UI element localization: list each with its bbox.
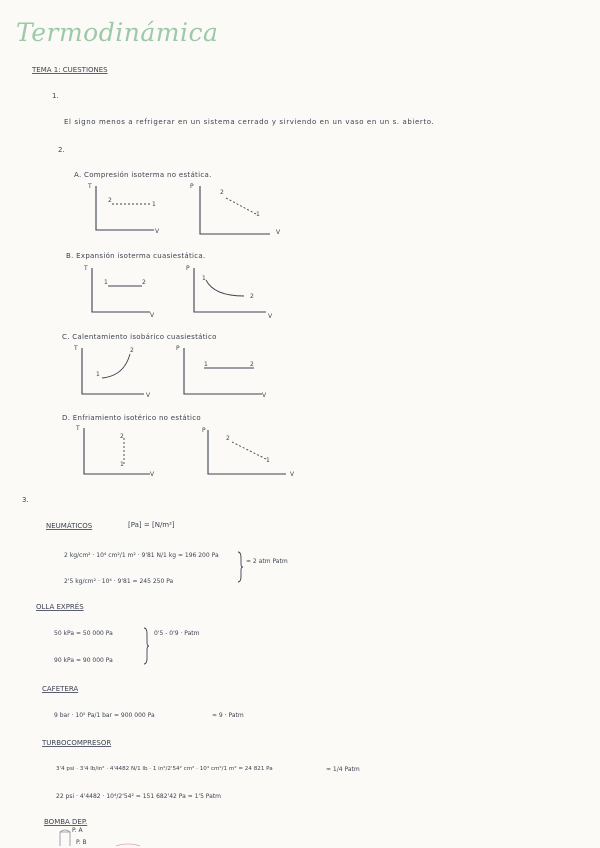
- q2b-tv-graph: [84, 262, 174, 320]
- neumaticos-label: NEUMÁTICOS: [46, 522, 93, 530]
- page-title: Termodinámica: [16, 18, 219, 47]
- brace-icon: [142, 626, 150, 666]
- cafetera-label: CAFETERA: [42, 685, 79, 693]
- pump-sketch: [56, 826, 176, 848]
- turbo-note: ≈ 1/4 Patm: [326, 766, 360, 773]
- cafetera-calc: 9 bar · 10⁵ Pa/1 bar = 900 000 Pa: [54, 712, 155, 719]
- x-axis-label: V: [150, 312, 155, 319]
- q2d-pv-graph: [196, 424, 296, 482]
- x-axis-label: V: [155, 228, 160, 235]
- x-axis-label: V: [150, 471, 155, 478]
- state-label: 1: [204, 361, 208, 368]
- state-label: 2: [250, 361, 254, 368]
- olla-note: 0'5 - 0'9 · Patm: [154, 630, 200, 637]
- q3-number: 3.: [22, 496, 29, 504]
- state-label: 2: [120, 433, 124, 440]
- q2a-heading: A. Compresión isoterma no estática.: [74, 171, 212, 179]
- x-axis-label: V: [268, 313, 273, 320]
- state-label: 2: [108, 197, 112, 204]
- x-axis-label: V: [146, 392, 151, 399]
- q2a-tv-graph: [84, 182, 174, 238]
- y-axis-label: T: [88, 183, 92, 190]
- state-label: 2: [142, 279, 146, 286]
- pump-label-b: P. B: [76, 839, 87, 846]
- section-heading: TEMA 1: CUESTIONES: [32, 66, 108, 74]
- q2b-heading: B. Expansión isoterma cuasiestática.: [66, 252, 206, 260]
- state-label: 1: [202, 275, 206, 282]
- y-axis-label: P: [202, 427, 206, 434]
- state-label: 1: [120, 461, 124, 468]
- q1-number: 1.: [52, 92, 59, 100]
- neumaticos-calc-2: 2'5 kg/cm² · 10⁴ · 9'81 = 245 250 Pa: [64, 578, 174, 585]
- q2d-heading: D. Enfriamiento isotérico no estático: [62, 414, 201, 422]
- y-axis-label: P: [176, 345, 180, 352]
- olla-calc-2: 90 kPa = 90 000 Pa: [54, 657, 113, 664]
- bomba-label: BOMBA DEP.: [44, 818, 88, 826]
- x-axis-label: V: [290, 471, 295, 478]
- olla-calc-1: 50 kPa = 50 000 Pa: [54, 630, 113, 637]
- state-label: 2: [130, 347, 134, 354]
- state-label: 1: [266, 457, 270, 464]
- q2-number: 2.: [58, 146, 65, 154]
- q2a-pv-graph: [186, 182, 286, 238]
- q2c-heading: C. Calentamiento isobárico cuasiestático: [62, 333, 217, 341]
- y-axis-label: P: [190, 183, 194, 190]
- state-label: 1: [104, 279, 108, 286]
- q2d-tv-graph: [66, 424, 156, 482]
- y-axis-label: T: [76, 425, 80, 432]
- turbo-calc-2: 22 psi · 4'4482 · 10⁴/2'54² = 151 682'42 Pa ≈ 1'5 Patm: [56, 793, 222, 800]
- olla-label: OLLA EXPRÉS: [36, 603, 84, 611]
- state-label: 2: [220, 189, 224, 196]
- state-label: 2: [250, 293, 254, 300]
- q2c-tv-graph: [74, 342, 164, 400]
- state-label: 2: [226, 435, 230, 442]
- brace-icon: [236, 550, 244, 584]
- state-label: 1: [256, 211, 260, 218]
- turbo-label: TURBOCOMPRESOR: [42, 739, 112, 747]
- turbo-calc-1: 3'4 psi · 3'4 lb/in² · 4'4482 N/1 lb · 1 in²/2'54² cm² · 10⁴ cm²/1 m² = 24 821 Pa: [56, 766, 273, 772]
- pump-label-a: P. A: [72, 827, 83, 834]
- neumaticos-units: [Pa] = [N/m²]: [128, 521, 175, 529]
- neumaticos-calc-1: 2 kg/cm² · 10⁴ cm²/1 m² · 9'81 N/1 kg = 196 200 Pa: [64, 552, 219, 559]
- cafetera-note: ≈ 9 · Patm: [212, 712, 244, 719]
- x-axis-label: V: [262, 392, 267, 399]
- y-axis-label: P: [186, 265, 190, 272]
- neumaticos-note: ≈ 2 atm Patm: [246, 558, 288, 565]
- x-axis-label: V: [276, 229, 281, 236]
- q2c-pv-graph: [176, 342, 276, 400]
- q1-answer: El signo menos a refrigerar en un sistema cerrado y sirviendo en un vaso en un s. abierto.: [64, 118, 435, 126]
- y-axis-label: T: [74, 345, 78, 352]
- q2b-pv-graph: [186, 262, 286, 320]
- state-label: 1: [96, 371, 100, 378]
- y-axis-label: T: [84, 265, 88, 272]
- state-label: 1: [152, 201, 156, 208]
